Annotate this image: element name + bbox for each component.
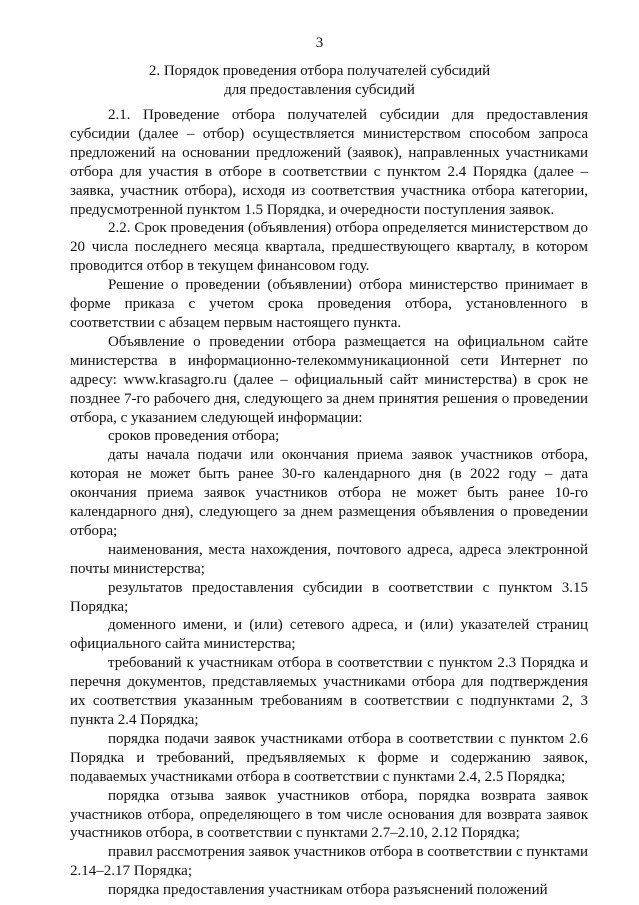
section-heading-line-1: 2. Порядок проведения отбора получателей субсидий bbox=[148, 63, 491, 79]
section-heading-line-2: для предоставления субсидий bbox=[224, 82, 415, 98]
page-number: 3 bbox=[315, 35, 324, 51]
paragraph-announcement: Объявление о проведении отбора размещается на официальном сайте министерства в информационно-телекоммуникационной сети Интернет по адресу: www.krasagro.ru (далее – официальный сайт министерства) в срок не позднее 7-го рабочего дня, следующего за днем принятия решения о проведении отбора, с указанием следующей информации: bbox=[70, 333, 588, 426]
list-item-domain: доменного имени, и (или) сетевого адреса, и (или) указателей страниц официального сайта министерства; bbox=[70, 617, 588, 653]
list-item-terms: сроков проведения отбора; bbox=[108, 428, 280, 445]
paragraph-2-1: 2.1. Проведение отбора получателей субсидии для предоставления субсидии (далее – отбор) осуществляется министерством способом запроса предложений на основании предложений (заявок), направленных участниками отбора для участия в отборе в соответствии с пунктом 2.4 Порядка (далее – заявка, участник отбора), исходя из соответствия участника отбора категории, предусмотренной пунктом 1.5 Порядка, и очередности поступления заявок. bbox=[70, 107, 588, 218]
list-item-submission: порядка подачи заявок участниками отбора в соответствии с пунктом 2.6 Порядка и требований, предъявляемых к форме и содержанию заявок, подаваемых участниками отбора в соответствии с пунктами 2.4, 2.5 Порядка; bbox=[70, 730, 588, 785]
section-heading bbox=[0, 62, 639, 100]
list-item-clarifications: порядка предоставления участникам отбора разъяснений положений bbox=[108, 882, 548, 899]
paragraph-decision: Решение о проведении (объявлении) отбора министерство принимает в форме приказа с учетом срока проведения отбора, установленного в соответствии с абзацем первым настоящего пункта. bbox=[70, 277, 588, 331]
list-item-review-rules: правил рассмотрения заявок участников отбора в соответствии с пунктами 2.14–2.17 Порядка; bbox=[70, 844, 588, 880]
body-text bbox=[70, 106, 588, 900]
list-item-withdrawal: порядка отзыва заявок участников отбора, порядка возврата заявок участников отбора, определяющего в том числе основания для возврата заявок участников отбора, в соответствии с пунктами 2.7–2.10, 2.12 Порядка; bbox=[70, 787, 588, 842]
list-item-results: результатов предоставления субсидии в соответствии с пунктом 3.15 Порядка; bbox=[70, 579, 588, 615]
paragraph-2-2: 2.2. Срок проведения (объявления) отбора определяется министерством до 20 числа последнего месяца квартала, предшествующего кварталу, в котором проводится отбор в текущем финансовом году. bbox=[70, 220, 588, 275]
list-item-dates: даты начала подачи или окончания приема заявок участников отбора, которая не может быть ранее 30-го календарного дня (в 2022 году – дата окончания приема заявок участников отбора не может быть ранее 10-го календарного дня), следующего за днем размещения объявления о проведении отбора; bbox=[70, 447, 588, 539]
list-item-requirements: требований к участникам отбора в соответствии с пунктом 2.3 Порядка и перечня документов, представляемых участниками отбора для подтверждения их соответствия указанным требованиям в соответствии с подпунктами 2, 3 пункта 2.4 Порядка; bbox=[70, 655, 588, 728]
list-item-contacts: наименования, места нахождения, почтового адреса, адреса электронной почты министерства; bbox=[70, 541, 588, 577]
